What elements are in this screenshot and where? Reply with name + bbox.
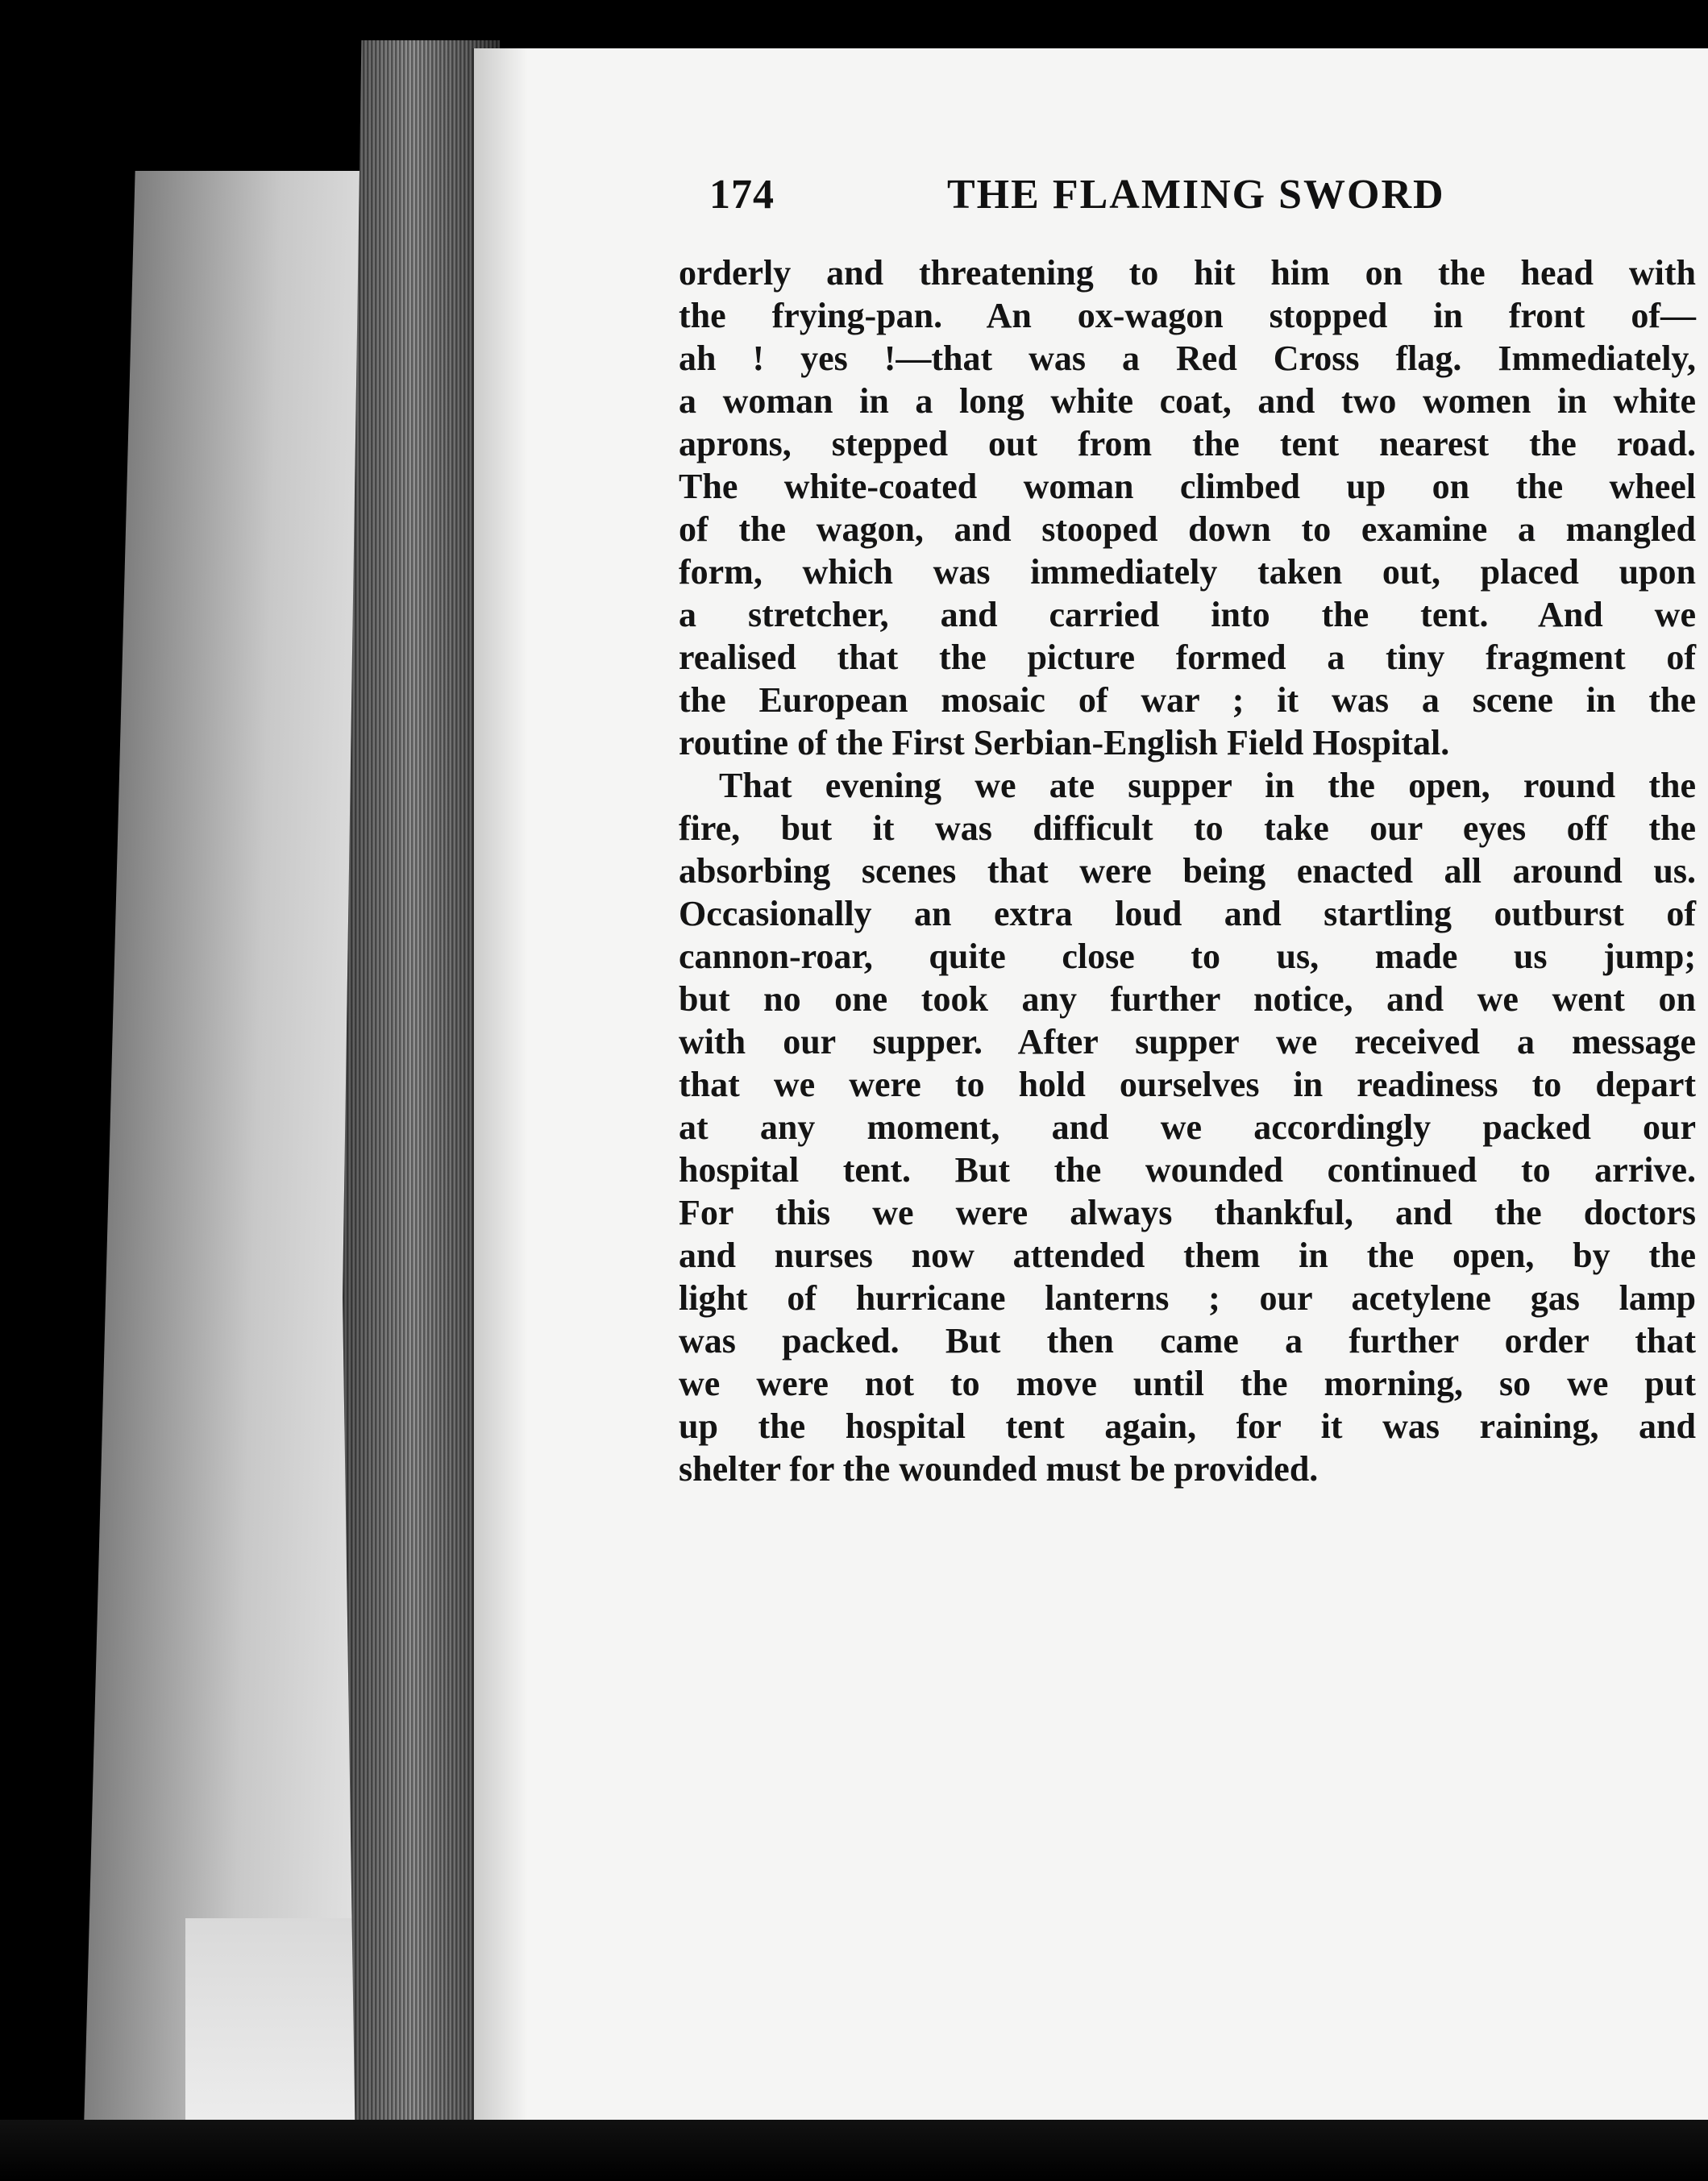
text-line: of the wagon, and stooped down to examine a mangled bbox=[679, 509, 1696, 549]
book-title: THE FLAMING SWORD bbox=[947, 172, 1445, 218]
text-line: The white-coated woman climbed up on the wheel bbox=[679, 467, 1696, 506]
text-line: with our supper. After supper we received a message bbox=[679, 1022, 1696, 1061]
text-line: the European mosaic of war ; it was a scene in the bbox=[679, 680, 1696, 720]
text-line: but no one took any further notice, and we went on bbox=[679, 979, 1696, 1019]
text-line: ah ! yes !—that was a Red Cross flag. Immediately, bbox=[679, 339, 1696, 378]
text-line: shelter for the wounded must be provided. bbox=[679, 1449, 1319, 1489]
text-line: we were not to move until the morning, so we put bbox=[679, 1364, 1696, 1403]
text-line: that we were to hold ourselves in readiness to depart bbox=[679, 1065, 1696, 1104]
text-line: form, which was immediately taken out, placed upon bbox=[679, 552, 1696, 592]
text-line: realised that the picture formed a tiny fragment of bbox=[679, 638, 1696, 677]
paragraph bbox=[679, 251, 1696, 764]
body-text bbox=[679, 251, 1696, 1490]
scan-border-bottom bbox=[0, 2120, 1708, 2181]
text-line: absorbing scenes that were being enacted all around us. bbox=[679, 851, 1696, 891]
text-line: aprons, stepped out from the tent nearest the road. bbox=[679, 424, 1696, 463]
text-line: the frying-pan. An ox-wagon stopped in front of— bbox=[679, 296, 1696, 335]
running-head bbox=[709, 171, 1515, 227]
text-line: up the hospital tent again, for it was raining, and bbox=[679, 1406, 1696, 1446]
text-line: hospital tent. But the wounded continued to arrive. bbox=[679, 1150, 1696, 1190]
text-line: a stretcher, and carried into the tent. And we bbox=[679, 595, 1696, 634]
text-line: light of hurricane lanterns ; our acetylene gas lamp bbox=[679, 1278, 1696, 1318]
text-line: and nurses now attended them in the open, by the bbox=[679, 1236, 1696, 1275]
text-line: routine of the First Serbian-English Field Hospital. bbox=[679, 723, 1450, 762]
paragraph bbox=[679, 764, 1696, 1490]
text-line: Occasionally an extra loud and startling outburst of bbox=[679, 894, 1696, 933]
text-line: was packed. But then came a further order that bbox=[679, 1321, 1696, 1361]
text-line: orderly and threatening to hit him on the head with bbox=[679, 253, 1696, 293]
page-number: 174 bbox=[709, 172, 775, 218]
text-line: For this we were always thankful, and the doctors bbox=[679, 1193, 1696, 1232]
text-line: cannon-roar, quite close to us, made us jump; bbox=[679, 937, 1696, 976]
text-line: at any moment, and we accordingly packed our bbox=[679, 1107, 1696, 1147]
text-line: That evening we ate supper in the open, round the bbox=[719, 766, 1696, 805]
text-line: fire, but it was difficult to take our eyes off the bbox=[679, 808, 1696, 848]
text-line: a woman in a long white coat, and two women in white bbox=[679, 381, 1696, 421]
